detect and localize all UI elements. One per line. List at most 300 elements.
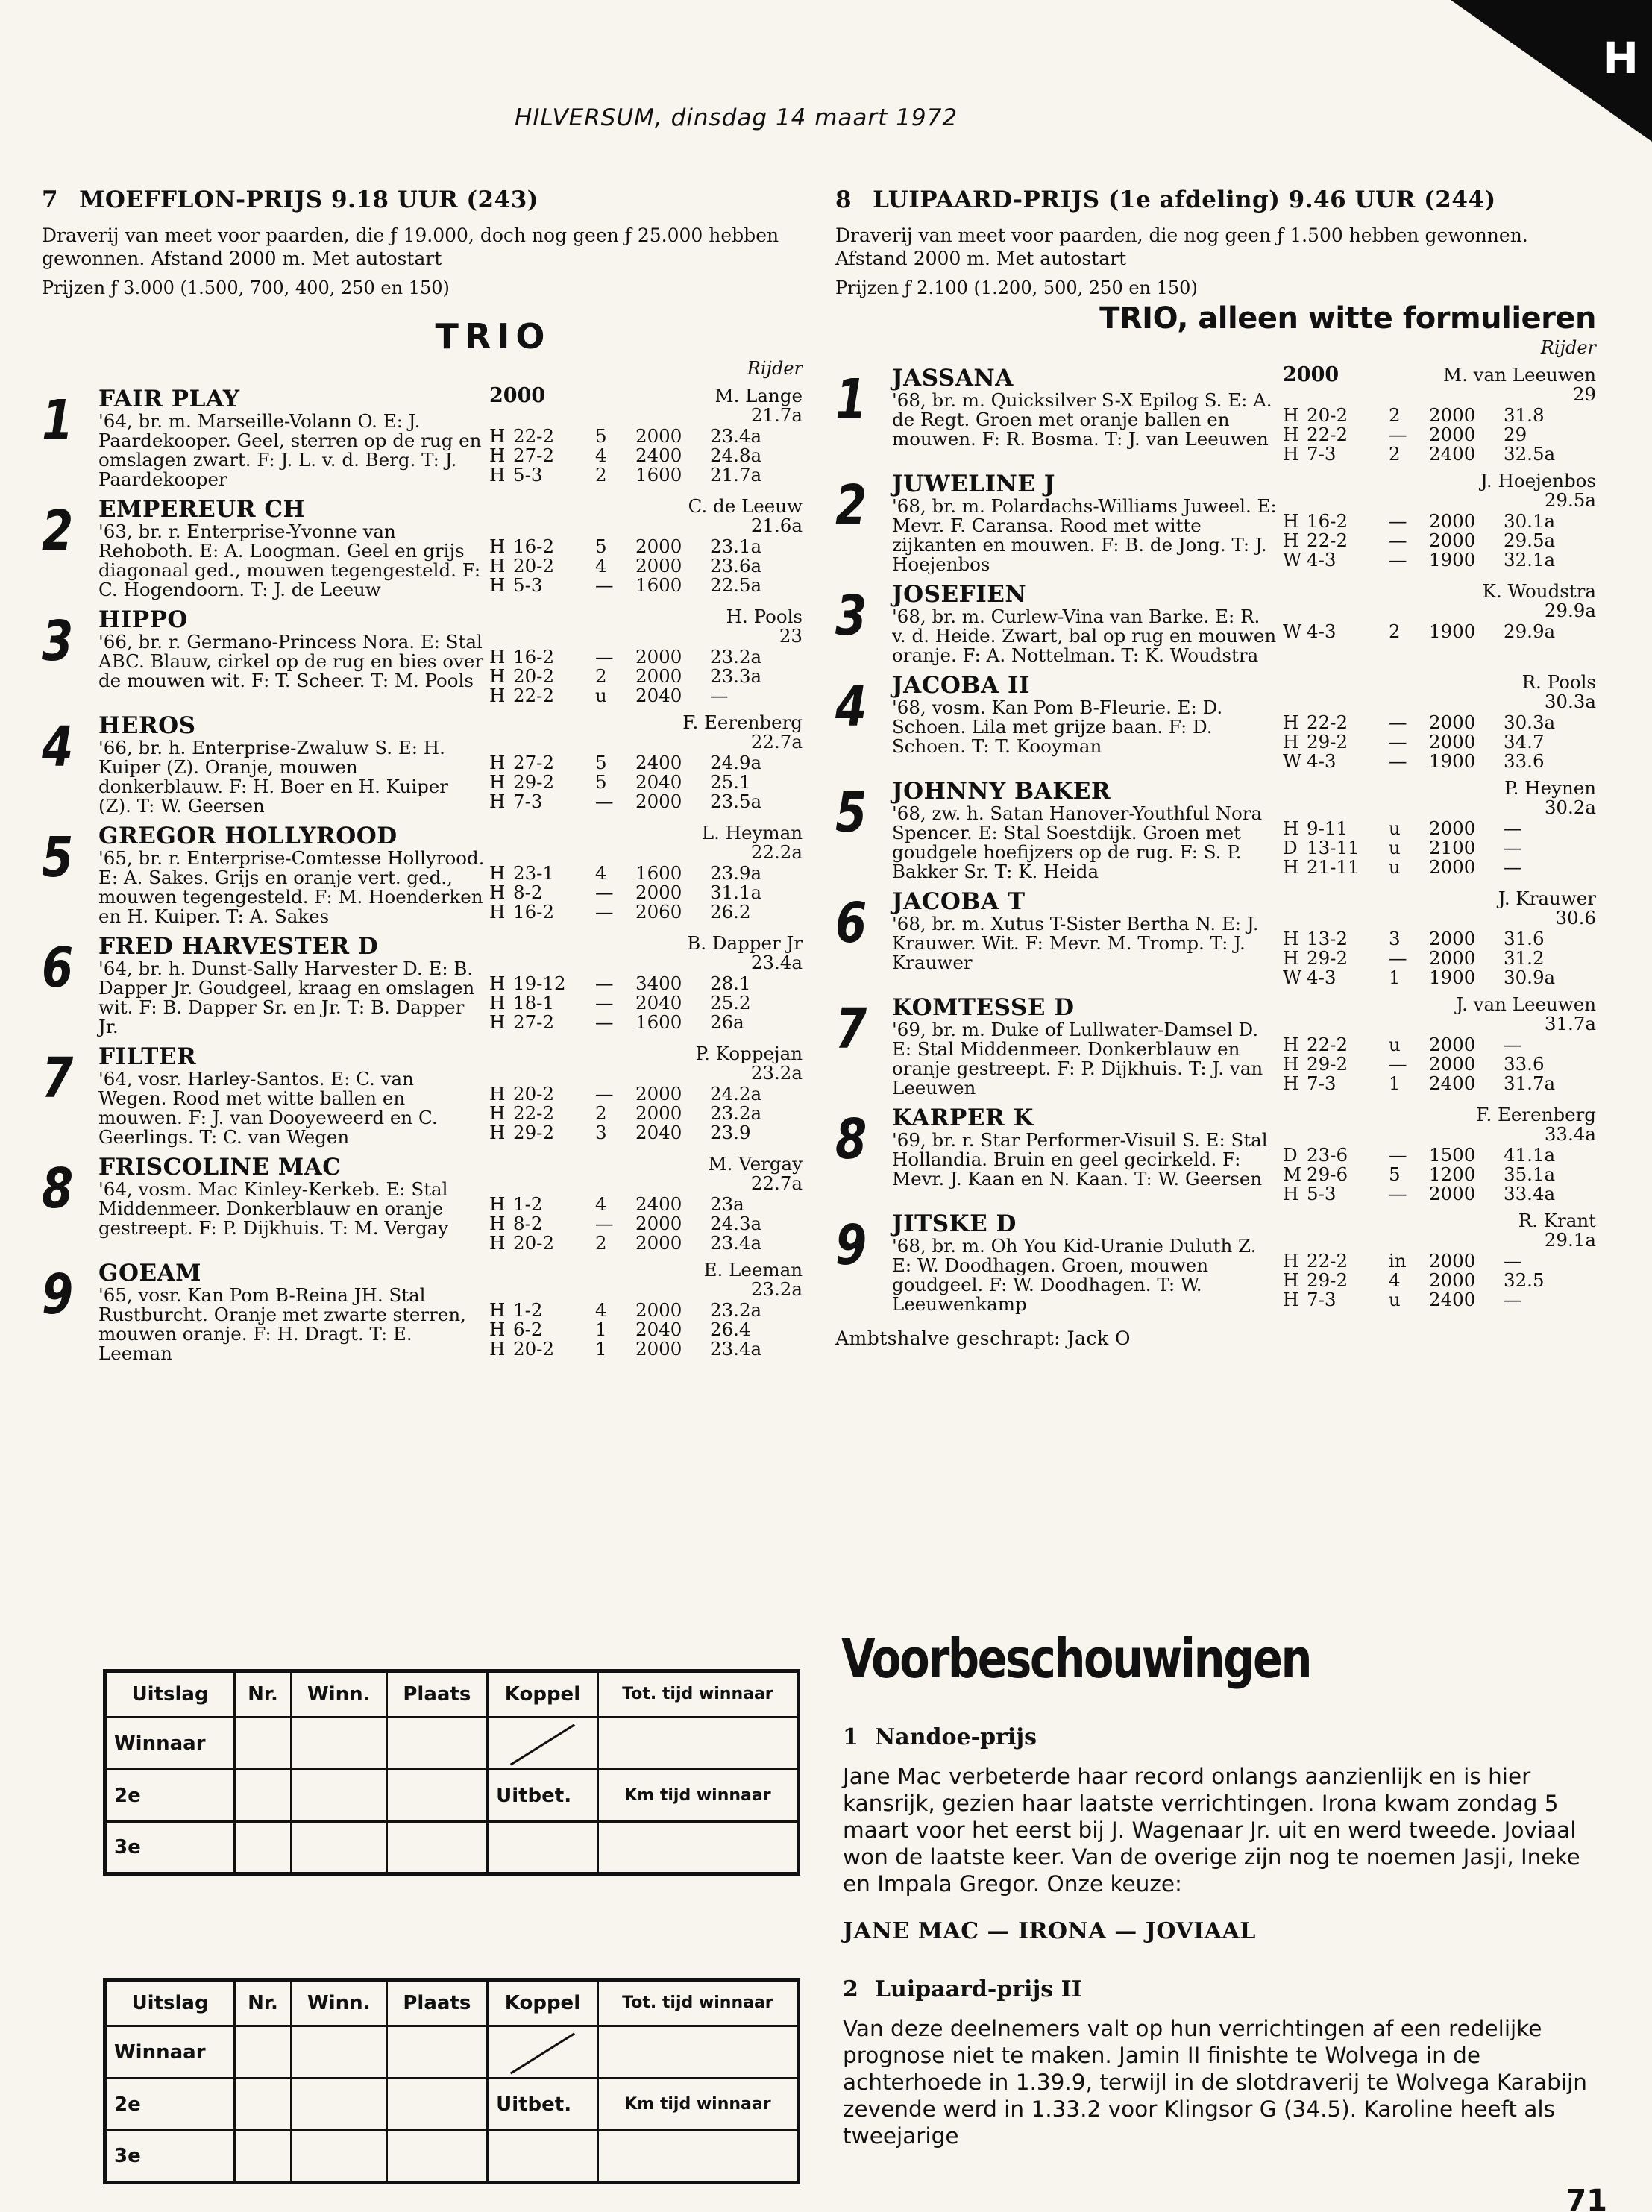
run-time: 25.1 xyxy=(710,771,751,793)
run-date: 8-2 xyxy=(513,882,543,903)
run-distance: 1500 xyxy=(1429,1144,1476,1166)
run-track: H xyxy=(1283,1034,1299,1055)
entry-details xyxy=(98,713,485,816)
col-koppel: Koppel xyxy=(488,1980,598,2026)
run-place: in xyxy=(1389,1250,1407,1272)
run-time: 23.2a xyxy=(710,1102,762,1124)
section-letter: H xyxy=(1602,33,1639,84)
recent-runs xyxy=(489,647,803,706)
run-distance: 2400 xyxy=(635,752,682,773)
entry-number: 1 xyxy=(42,389,74,453)
entry-form xyxy=(489,713,803,816)
rider-name: E. Leeman xyxy=(703,1259,803,1281)
cell[interactable] xyxy=(597,1822,798,1874)
entry-form xyxy=(489,934,803,1037)
run-distance: 2000 xyxy=(635,1338,682,1360)
run-line xyxy=(1283,444,1596,464)
run-time: 31.8 xyxy=(1504,404,1545,426)
entry-form xyxy=(489,497,803,600)
rider-name: C. de Leeuw xyxy=(688,495,803,517)
run-track: H xyxy=(1283,443,1299,465)
run-time: — xyxy=(1504,856,1522,878)
cell[interactable] xyxy=(291,1718,386,1770)
rider-name: J. van Leeuwen xyxy=(1456,993,1596,1015)
run-line xyxy=(1283,1271,1596,1290)
entry-number: 6 xyxy=(835,891,867,955)
run-date: 13-2 xyxy=(1307,928,1348,949)
run-place: — xyxy=(595,1083,614,1105)
crossed-cell xyxy=(488,1718,598,1770)
entry-form xyxy=(1283,582,1596,665)
entry-number: 5 xyxy=(42,826,74,890)
run-time: 30.9a xyxy=(1504,967,1556,988)
run-time: 23.4a xyxy=(710,1232,762,1254)
run-track: H xyxy=(489,973,506,994)
run-date: 29-2 xyxy=(1307,947,1348,969)
run-date: 7-3 xyxy=(1307,1289,1337,1310)
row-2e: 2e xyxy=(105,2079,235,2131)
run-track: H xyxy=(1283,731,1299,752)
run-track: H xyxy=(489,1193,506,1215)
run-track: H xyxy=(1283,404,1299,426)
run-date: 5-3 xyxy=(1307,1183,1337,1204)
rider-name: H. Pools xyxy=(726,606,803,627)
col-winn: Winn. xyxy=(291,1980,386,2026)
run-track: W xyxy=(1283,967,1302,988)
run-date: 13-11 xyxy=(1307,837,1360,858)
run-distance: 2000 xyxy=(635,425,682,447)
run-place: 4 xyxy=(595,1193,607,1215)
run-date: 22-2 xyxy=(1307,711,1348,733)
best-time: 23 xyxy=(779,625,803,647)
race-8-description: Draverij van meet voor paarden, die nog geen ƒ 1.500 hebben gewonnen. Afstand 2000 m. Met autostart xyxy=(835,224,1528,269)
rider-name: R. Pools xyxy=(1521,671,1596,693)
run-place: — xyxy=(595,791,614,812)
run-track: H xyxy=(489,1232,506,1254)
rider-name: L. Heyman xyxy=(701,822,803,843)
run-track: H xyxy=(489,1299,506,1321)
horse-description: '68, br. m. Xutus T-Sister Bertha N. E: J. Krauwer. Wit. F: Mevr. M. Tromp. T: J. Krauwer xyxy=(892,913,1259,973)
cell[interactable] xyxy=(386,2026,487,2079)
cell[interactable] xyxy=(291,1822,386,1874)
best-time: 21.7a xyxy=(750,404,803,426)
preview-title: Voorbeschouwingen xyxy=(841,1627,1311,1690)
cell[interactable] xyxy=(386,2131,487,2183)
entry-number: 6 xyxy=(42,936,74,1000)
horse-description: '66, br. h. Enterprise-Zwaluw S. E: H. Kuiper (Z). Oranje, mouwen donkerblauw. F: H. Boer en H. Kuiper (Z). T: W. Geersen xyxy=(98,737,448,817)
km-tijd-label: Km tijd winnaar xyxy=(597,1770,798,1822)
run-date: 9-11 xyxy=(1307,817,1348,839)
run-date: 20-2 xyxy=(513,1083,555,1105)
col-uitslag: Uitslag xyxy=(105,1980,235,2026)
col-plaats: Plaats xyxy=(386,1671,487,1718)
run-line xyxy=(489,753,803,773)
run-date: 22-2 xyxy=(513,425,555,447)
run-line xyxy=(489,974,803,993)
entry-details xyxy=(892,365,1278,464)
run-distance: 2400 xyxy=(1429,443,1476,465)
entry-number: 1 xyxy=(835,368,867,432)
rider-name: M. Lange xyxy=(714,385,803,406)
entry-number: 9 xyxy=(42,1263,74,1327)
scratched-note: Ambtshalve geschrapt: Jack O xyxy=(835,1327,1131,1349)
run-date: 29-2 xyxy=(1307,1269,1348,1291)
run-date: 29-6 xyxy=(1307,1163,1348,1185)
cell[interactable] xyxy=(235,1822,292,1874)
run-place: u xyxy=(1389,817,1401,839)
run-distance: 1600 xyxy=(635,574,682,596)
run-place: — xyxy=(595,992,614,1014)
run-time: 31.6 xyxy=(1504,928,1545,949)
run-date: 29-2 xyxy=(1307,731,1348,752)
run-track: H xyxy=(1283,1053,1299,1075)
entry-number: 9 xyxy=(835,1213,867,1278)
race-8-column xyxy=(835,186,1596,1349)
entry-form xyxy=(489,1260,803,1363)
rider-row xyxy=(1283,471,1596,491)
run-date: 22-2 xyxy=(1307,1250,1348,1272)
horse-entry xyxy=(835,471,1596,574)
run-date: 22-2 xyxy=(1307,1034,1348,1055)
run-place: 5 xyxy=(1389,1163,1401,1185)
run-track: H xyxy=(489,685,506,706)
run-date: 5-3 xyxy=(513,574,543,596)
entry-details xyxy=(892,471,1278,574)
cell[interactable] xyxy=(235,2026,292,2079)
run-place: 2 xyxy=(595,464,607,486)
run-track: H xyxy=(489,646,506,667)
preview-heading-text-1: Nandoe-prijs xyxy=(874,1724,1037,1750)
run-place: 3 xyxy=(1389,928,1401,949)
run-time: — xyxy=(1504,837,1522,858)
run-distance: 2400 xyxy=(635,1193,682,1215)
best-time: 29.9a xyxy=(1544,600,1596,621)
horse-description: '65, br. r. Enterprise-Comtesse Hollyrood. E: A. Sakes. Grijs en oranje vert. ged., mouwen tegengesteld. F: M. Hoenderken en H. Kuiper. T: A. Sakes xyxy=(98,847,485,927)
entry-form xyxy=(489,386,803,489)
run-line xyxy=(489,883,803,902)
horse-description: '64, vosm. Mac Kinley-Kerkeb. E: Stal Middenmeer. Donkerblauw en oranje gestreept. F: P. Dijkhuis. T: M. Vergay xyxy=(98,1178,449,1239)
run-distance: 2000 xyxy=(1429,731,1476,752)
run-place: 2 xyxy=(595,1102,607,1124)
horse-entry xyxy=(42,823,803,926)
run-place: — xyxy=(1389,711,1407,733)
recent-runs xyxy=(1283,406,1596,464)
run-date: 19-12 xyxy=(513,973,566,994)
run-line xyxy=(1283,732,1596,752)
horse-name: KARPER K xyxy=(892,1105,1034,1131)
run-place: — xyxy=(595,1213,614,1234)
run-time: 23.9a xyxy=(710,862,762,884)
cell[interactable] xyxy=(597,2131,798,2183)
run-date: 20-2 xyxy=(513,665,555,687)
cell[interactable] xyxy=(291,1770,386,1822)
horse-entry xyxy=(42,386,803,489)
rider-name: M. Vergay xyxy=(708,1153,803,1175)
race-7-name: MOEFFLON-PRIJS 9.18 UUR (243) xyxy=(79,186,538,213)
rider-row xyxy=(1283,995,1596,1014)
run-date: 4-3 xyxy=(1307,620,1337,642)
run-place: — xyxy=(1389,1183,1407,1204)
entry-form xyxy=(1283,673,1596,771)
run-track: H xyxy=(1283,510,1299,532)
run-distance: 2000 xyxy=(1429,817,1476,839)
run-place: u xyxy=(1389,1289,1401,1310)
entry-number: 2 xyxy=(42,499,74,563)
rider-row xyxy=(489,1154,803,1174)
run-place: — xyxy=(1389,530,1407,551)
cell[interactable] xyxy=(235,1770,292,1822)
col-koppel: Koppel xyxy=(488,1671,598,1718)
rider-row xyxy=(1283,582,1596,601)
run-line xyxy=(489,1123,803,1143)
run-time: 25.2 xyxy=(710,992,751,1014)
horse-description: '68, br. m. Oh You Kid-Uranie Duluth Z. E: W. Doodhagen. Groen, mouwen goudgeel. F: W. Doodhagen. T: W. Leeuwenkamp xyxy=(892,1235,1257,1315)
km-tijd-label: Km tijd winnaar xyxy=(597,2079,798,2131)
best-time: 21.6a xyxy=(750,515,803,536)
cell[interactable] xyxy=(488,1822,598,1874)
result-table-1 xyxy=(103,1669,800,1876)
cell[interactable] xyxy=(291,2079,386,2131)
run-time: 35.1a xyxy=(1504,1163,1556,1185)
horse-entry xyxy=(835,1105,1596,1204)
entry-form xyxy=(1283,995,1596,1098)
rider-name: F. Eerenberg xyxy=(1476,1104,1596,1125)
run-date: 20-2 xyxy=(513,1232,555,1254)
rider-name: P. Koppejan xyxy=(695,1043,803,1064)
run-distance: 2000 xyxy=(635,882,682,903)
run-time: — xyxy=(1504,1289,1522,1310)
run-date: 7-3 xyxy=(1307,1072,1337,1094)
run-track: H xyxy=(1283,530,1299,551)
run-date: 20-2 xyxy=(513,1338,555,1360)
run-track: W xyxy=(1283,750,1302,772)
horse-name: JUWELINE J xyxy=(892,471,1055,497)
rider-row xyxy=(489,823,803,843)
run-distance: 2000 xyxy=(635,1102,682,1124)
run-track: W xyxy=(1283,549,1302,571)
run-distance: 2000 xyxy=(635,1083,682,1105)
run-time: 31.7a xyxy=(1504,1072,1556,1094)
run-track: H xyxy=(489,771,506,793)
run-place: 5 xyxy=(595,425,607,447)
run-place: u xyxy=(1389,837,1401,858)
run-time: 23.5a xyxy=(710,791,762,812)
run-track: D xyxy=(1283,837,1298,858)
rider-row xyxy=(1283,1105,1596,1125)
run-date: 4-3 xyxy=(1307,549,1337,571)
run-track: H xyxy=(489,1319,506,1340)
run-distance: 2100 xyxy=(1429,837,1476,858)
run-line xyxy=(489,993,803,1013)
run-distance: 2000 xyxy=(1429,1250,1476,1272)
cell[interactable] xyxy=(386,1770,487,1822)
run-time: 23.4a xyxy=(710,1338,762,1360)
run-distance: 2000 xyxy=(1429,424,1476,445)
run-line xyxy=(1283,838,1596,858)
run-date: 1-2 xyxy=(513,1193,543,1215)
run-track: H xyxy=(1283,817,1299,839)
run-distance: 1900 xyxy=(1429,549,1476,571)
preview-pick-1: JANE MAC — IRONA — JOVIAAL xyxy=(843,1918,1256,1944)
run-distance: 2000 xyxy=(635,1299,682,1321)
cell[interactable] xyxy=(235,2079,292,2131)
run-distance: 2040 xyxy=(635,1319,682,1340)
race-8-name: LUIPAARD-PRIJS (1e afdeling) 9.46 UUR (244) xyxy=(873,186,1496,213)
rider-row xyxy=(489,1260,803,1280)
run-track: H xyxy=(1283,1183,1299,1204)
run-track: H xyxy=(489,1338,506,1360)
run-date: 7-3 xyxy=(513,791,543,812)
run-line xyxy=(1283,1165,1596,1184)
run-time: 23.4a xyxy=(710,425,762,447)
cell[interactable] xyxy=(235,2131,292,2183)
run-place: — xyxy=(1389,1144,1407,1166)
run-distance: 2040 xyxy=(635,992,682,1014)
distance: 2000 xyxy=(489,384,546,407)
run-distance: 2000 xyxy=(1429,711,1476,733)
crossed-cell xyxy=(488,2026,598,2079)
run-distance: 2000 xyxy=(1429,404,1476,426)
run-line xyxy=(489,1195,803,1214)
horse-entry xyxy=(835,365,1596,464)
run-distance: 2000 xyxy=(1429,1034,1476,1055)
run-date: 29-2 xyxy=(513,771,555,793)
cell[interactable] xyxy=(235,1718,292,1770)
horse-name: FRED HARVESTER D xyxy=(98,933,379,960)
run-date: 5-3 xyxy=(513,464,543,486)
horse-description: '64, br. m. Marseille-Volann O. E: J. Paardekooper. Geel, sterren op de rug en omslagen zwart. F: J. L. v. d. Berg. T: J. Paardekooper xyxy=(98,410,482,490)
run-place: 5 xyxy=(595,771,607,793)
run-time: 31.1a xyxy=(710,882,762,903)
run-date: 4-3 xyxy=(1307,750,1337,772)
run-distance: 1600 xyxy=(635,862,682,884)
recent-runs xyxy=(489,1195,803,1253)
run-place: 2 xyxy=(595,1232,607,1254)
horse-entry xyxy=(42,1260,803,1363)
result-table-2 xyxy=(103,1978,800,2184)
cell[interactable] xyxy=(597,1718,798,1770)
run-date: 22-2 xyxy=(1307,424,1348,445)
entry-details xyxy=(892,889,1278,987)
run-time: 28.1 xyxy=(710,973,751,994)
run-line xyxy=(1283,531,1596,550)
best-time: 30.2a xyxy=(1544,796,1596,818)
run-place: 2 xyxy=(1389,443,1401,465)
run-date: 22-2 xyxy=(513,685,555,706)
run-date: 29-2 xyxy=(1307,1053,1348,1075)
cell[interactable] xyxy=(386,1822,487,1874)
run-place: u xyxy=(595,685,607,706)
entry-number: 7 xyxy=(835,997,867,1061)
run-time: 23a xyxy=(710,1193,744,1215)
run-track: H xyxy=(489,425,506,447)
row-3e: 3e xyxy=(105,2131,235,2183)
col-winn: Winn. xyxy=(291,1671,386,1718)
col-nr: Nr. xyxy=(235,1671,292,1718)
run-distance: 2400 xyxy=(1429,1072,1476,1094)
run-place: — xyxy=(1389,1053,1407,1075)
cell[interactable] xyxy=(386,2079,487,2131)
run-line xyxy=(489,1339,803,1359)
run-line xyxy=(489,446,803,465)
run-line xyxy=(1283,1290,1596,1310)
best-time: 31.7a xyxy=(1544,1013,1596,1034)
run-line xyxy=(489,1214,803,1234)
entry-form xyxy=(1283,889,1596,987)
cell[interactable] xyxy=(488,2131,598,2183)
run-time: 21.7a xyxy=(710,464,762,486)
horse-name: JITSKE D xyxy=(892,1210,1017,1237)
entry-details xyxy=(98,497,485,600)
cell[interactable] xyxy=(597,2026,798,2079)
run-time: 24.2a xyxy=(710,1083,762,1105)
uitbet-label: Uitbet. xyxy=(488,2079,598,2131)
run-line xyxy=(1283,622,1596,641)
race-8-prizes: Prijzen ƒ 2.100 (1.200, 500, 250 en 150) xyxy=(835,277,1198,298)
run-time: 32.5a xyxy=(1504,443,1556,465)
cell[interactable] xyxy=(386,1718,487,1770)
horse-name: JOHNNY BAKER xyxy=(892,778,1111,805)
horse-description: '69, br. m. Duke of Lullwater-Damsel D. E: Stal Middenmeer. Donkerblauw en oranje gestreept. F: P. Dijkhuis. T: J. van Leeuwen xyxy=(892,1019,1263,1099)
best-time: 30.6 xyxy=(1555,907,1596,929)
horse-entry xyxy=(835,995,1596,1098)
run-track: H xyxy=(489,1083,506,1105)
race-7-trio-label: TRIO xyxy=(435,316,551,356)
run-line xyxy=(489,667,803,686)
run-time: 29.5a xyxy=(1504,530,1556,551)
run-date: 20-2 xyxy=(513,555,555,576)
run-place: 3 xyxy=(595,1122,607,1143)
recent-runs xyxy=(1283,1251,1596,1310)
cell[interactable] xyxy=(291,2131,386,2183)
run-date: 18-1 xyxy=(513,992,555,1014)
run-distance: 2040 xyxy=(635,685,682,706)
run-date: 16-2 xyxy=(513,901,555,923)
run-line xyxy=(489,902,803,922)
run-date: 20-2 xyxy=(1307,404,1348,426)
recent-runs xyxy=(489,537,803,595)
run-place: 5 xyxy=(595,752,607,773)
run-place: — xyxy=(1389,750,1407,772)
entry-number: 5 xyxy=(835,781,867,845)
entry-details xyxy=(892,673,1278,771)
run-distance: 2000 xyxy=(1429,1269,1476,1291)
cell[interactable] xyxy=(291,2026,386,2079)
entry-details xyxy=(892,779,1278,882)
run-place: 2 xyxy=(1389,404,1401,426)
horse-entry xyxy=(42,607,803,706)
run-time: 30.1a xyxy=(1504,510,1556,532)
horse-name: JACOBA II xyxy=(892,672,1030,699)
preview-text-1: Jane Mac verbeterde haar record onlangs aanzienlijk en is hier kansrijk, gezien haar laatste verrichtingen. Irona kwam zondag 5 maart voor het eerst bij J. Wagenaar Jr. uit en werd tweede. Joviaal won de laatste keer. Van de overige zijn nog te noemen Jasji, Ineke en Impala Gregor. Onze keuze: xyxy=(843,1764,1580,1897)
preview-num-2: 2 xyxy=(843,1976,858,2002)
col-tot-tijd: Tot. tijd winnaar xyxy=(597,1671,798,1718)
run-line xyxy=(489,686,803,706)
run-track: H xyxy=(489,555,506,576)
run-distance: 2000 xyxy=(635,1232,682,1254)
run-place: 4 xyxy=(595,862,607,884)
entry-details xyxy=(98,1154,485,1253)
run-date: 29-2 xyxy=(513,1122,555,1143)
run-date: 21-11 xyxy=(1307,856,1360,878)
race-7-entries xyxy=(42,386,803,1363)
best-time: 22.7a xyxy=(750,731,803,752)
horse-name: HIPPO xyxy=(98,606,188,633)
best-time: 29.1a xyxy=(1544,1229,1596,1251)
horse-description: '63, br. r. Enterprise-Yvonne van Rehoboth. E: A. Loogman. Geel en grijs diagonaal ged., mouwen tegengesteld. F: C. Hogendoorn. T: J. de Leeuw xyxy=(98,521,481,600)
preview-num-1: 1 xyxy=(843,1724,858,1750)
run-date: 16-2 xyxy=(513,535,555,557)
